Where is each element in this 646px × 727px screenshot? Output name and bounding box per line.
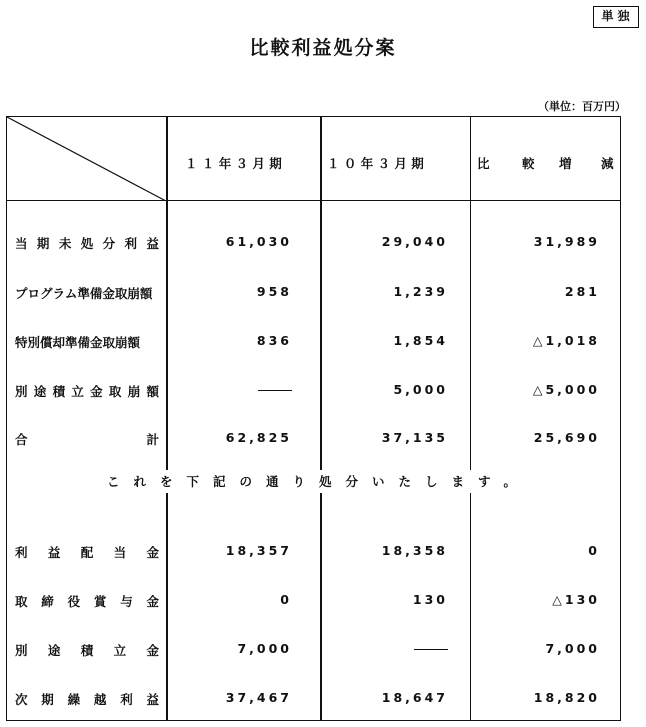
value-fy10: 29,040 xyxy=(381,234,448,249)
row-label-general-reserve: 別 途 積 立 金 xyxy=(15,643,159,658)
row-label-program-reserve: プログラム準備金取崩額 xyxy=(15,286,153,301)
value-fy10-empty xyxy=(414,641,448,656)
value-fy11: 37,467 xyxy=(225,690,292,705)
value-diff: △130 xyxy=(552,592,600,607)
row-label-general-reserve-reversal: 別 途 積 立 金 取 崩 額 xyxy=(15,384,159,399)
value-fy10: 1,239 xyxy=(393,284,448,299)
current-period-column-border xyxy=(166,117,322,720)
dash-mark xyxy=(258,390,292,391)
header-fy11: １ １ 年 ３ 月 期 xyxy=(185,156,282,171)
value-fy11: 836 xyxy=(256,333,292,348)
value-diff: 18,820 xyxy=(533,690,600,705)
value-fy11: 7,000 xyxy=(237,641,292,656)
value-fy11: 62,825 xyxy=(225,430,292,445)
value-fy10: 18,647 xyxy=(381,690,448,705)
value-fy11: 61,030 xyxy=(225,234,292,249)
row-label-total: 合 計 xyxy=(15,432,159,447)
page-title: 比較利益処分案 xyxy=(249,37,397,59)
header-diff-4: 減 xyxy=(601,156,614,171)
dash-mark xyxy=(414,649,448,650)
appropriation-note: これを下記の通り処分いたします。 xyxy=(7,472,620,490)
diagonal-header-cell xyxy=(7,117,166,201)
value-diff: 281 xyxy=(564,284,600,299)
value-diff: 7,000 xyxy=(545,641,600,656)
value-diff: △1,018 xyxy=(532,333,600,348)
value-fy11: 18,357 xyxy=(225,543,292,558)
row-label-dividends: 利 益 配 当 金 xyxy=(15,545,159,560)
value-fy10: 18,358 xyxy=(381,543,448,558)
value-diff: 0 xyxy=(588,543,600,558)
row-label-unappropriated: 当 期 未 処 分 利 益 xyxy=(15,236,159,251)
unit-label: （単位：百万円） xyxy=(538,100,626,113)
row-label-carried-forward: 次 期 繰 越 利 益 xyxy=(15,692,159,707)
value-diff: 25,690 xyxy=(533,430,600,445)
value-diff: △5,000 xyxy=(532,382,600,397)
standalone-badge: 単独 xyxy=(593,6,639,28)
value-fy10: 5,000 xyxy=(393,382,448,397)
row-label-director-bonus: 取 締 役 賞 与 金 xyxy=(15,594,159,609)
value-fy10: 37,135 xyxy=(381,430,448,445)
header-fy10: １ ０ 年 ３ 月 期 xyxy=(327,156,424,171)
value-fy11: 958 xyxy=(256,284,292,299)
value-diff: 31,989 xyxy=(533,234,600,249)
row-label-special-depreciation: 特別償却準備金取崩額 xyxy=(15,335,141,350)
appropriation-table xyxy=(6,116,621,721)
value-fy11-empty xyxy=(258,382,292,397)
header-diff-2: 較 xyxy=(522,156,535,171)
column-divider xyxy=(470,117,471,720)
header-diff-3: 増 xyxy=(559,156,572,171)
value-fy11: 0 xyxy=(280,592,292,607)
header-divider xyxy=(7,200,620,201)
value-fy10: 130 xyxy=(412,592,448,607)
header-diff-1: 比 xyxy=(477,156,490,171)
value-fy10: 1,854 xyxy=(393,333,448,348)
